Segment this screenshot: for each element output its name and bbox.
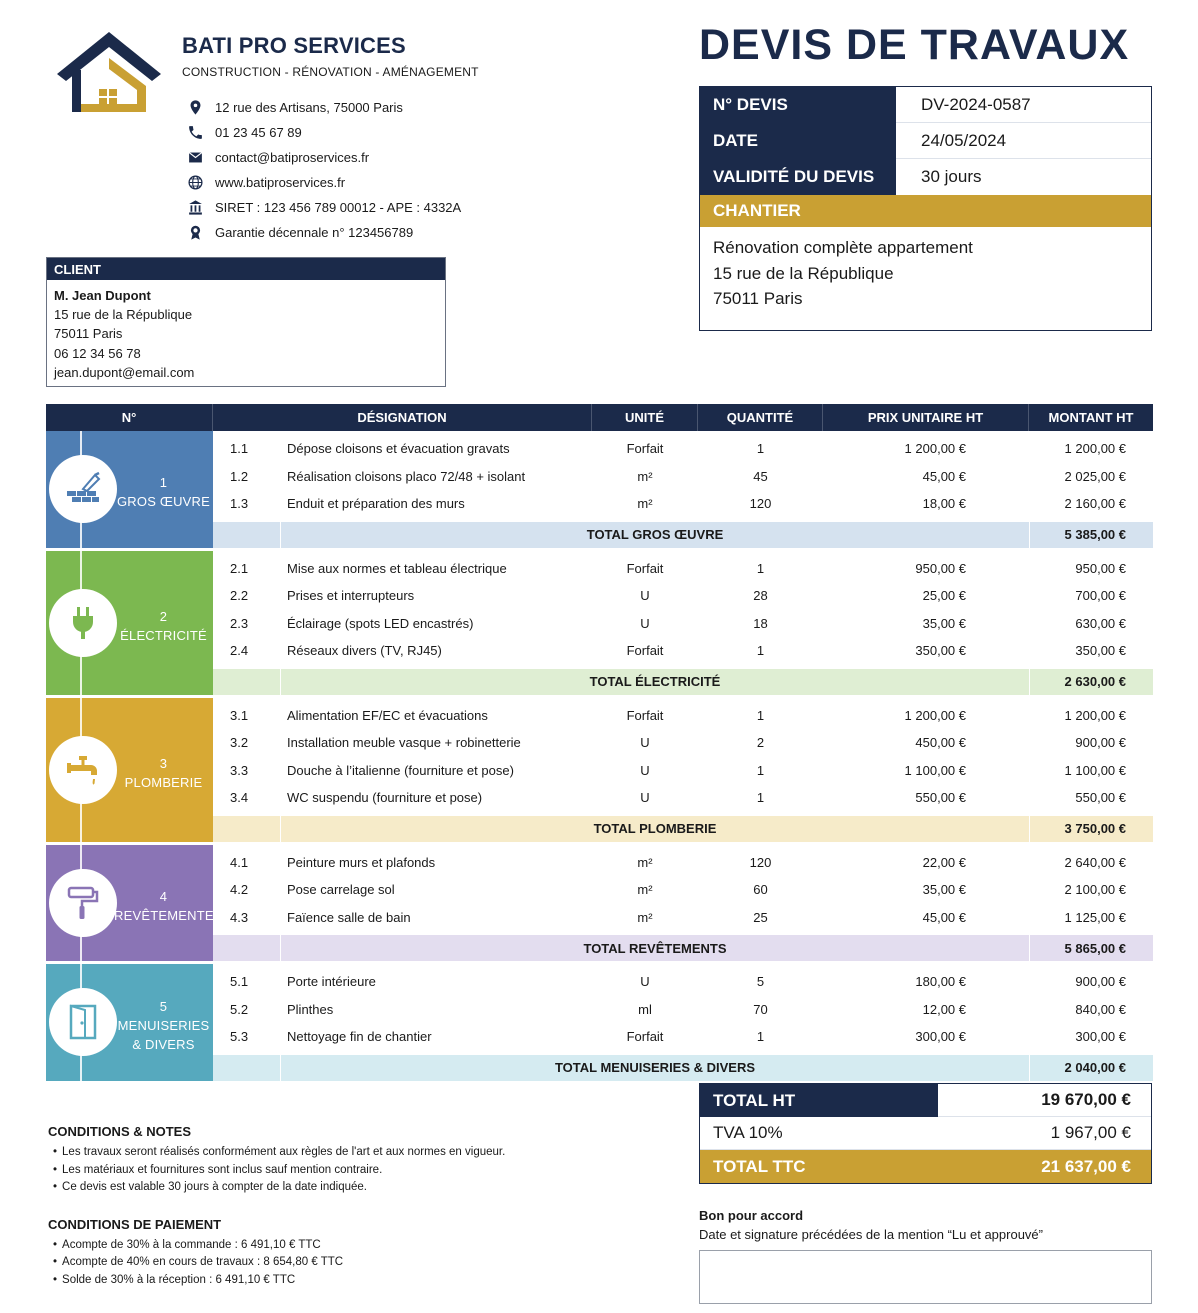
item-amount: 1 125,00 € bbox=[1064, 909, 1126, 925]
plug-icon bbox=[49, 589, 117, 657]
item-unit: m² bbox=[637, 468, 653, 484]
envelope-icon bbox=[186, 149, 204, 167]
item-amount: 300,00 € bbox=[1075, 1029, 1126, 1045]
item-description: Réseaux divers (TV, RJ45) bbox=[287, 643, 442, 659]
quote-table bbox=[46, 404, 1153, 1084]
subtotal-value: 3 750,00 € bbox=[1029, 816, 1153, 842]
section-category-cell bbox=[46, 964, 213, 1081]
chantier-details bbox=[700, 227, 1151, 330]
meta-value: 30 jours bbox=[921, 167, 982, 186]
section-subtotal-row bbox=[213, 1055, 1153, 1081]
item-description: Pose carrelage sol bbox=[287, 882, 395, 898]
item-number: 1.1 bbox=[230, 441, 249, 457]
subtotal-spacer bbox=[213, 669, 280, 695]
item-unit-price: 1 100,00 € bbox=[904, 762, 966, 778]
company-logo bbox=[55, 28, 163, 116]
item-unit-price: 1 200,00 € bbox=[904, 441, 966, 457]
section-category-cell bbox=[46, 845, 213, 962]
approval-section bbox=[699, 1208, 1152, 1242]
item-quantity: 1 bbox=[756, 790, 765, 806]
subtotal-value: 2 040,00 € bbox=[1029, 1055, 1153, 1081]
item-unit-price: 18,00 € bbox=[922, 496, 966, 512]
table-row bbox=[213, 729, 1153, 757]
item-quantity: 1 bbox=[756, 1029, 765, 1045]
contact-text: Garantie décennale n° 123456789 bbox=[215, 225, 414, 240]
client-heading: CLIENT bbox=[47, 258, 445, 280]
item-unit-price: 180,00 € bbox=[915, 974, 966, 990]
payment-item: • Acompte de 30% à la commande : 6 491,10 € TTC bbox=[53, 1237, 608, 1255]
section-title: MENUISERIES bbox=[117, 1017, 210, 1033]
subtotal-label: TOTAL REVÊTEMENTS bbox=[280, 935, 1029, 961]
item-number: 4.3 bbox=[230, 909, 249, 925]
contact-email bbox=[186, 145, 606, 170]
item-number: 2.3 bbox=[230, 615, 249, 631]
section-title: REVÊTEMENTE bbox=[114, 907, 214, 923]
chantier-line: 15 rue de la République bbox=[713, 263, 894, 283]
item-quantity: 1 bbox=[756, 643, 765, 659]
contact-website bbox=[186, 170, 606, 195]
table-row bbox=[213, 849, 1153, 877]
section-number: 3 bbox=[159, 755, 168, 771]
item-quantity: 2 bbox=[756, 735, 765, 751]
section-rows bbox=[213, 845, 1153, 962]
table-row bbox=[213, 610, 1153, 638]
item-amount: 2 160,00 € bbox=[1064, 496, 1126, 512]
item-unit-price: 35,00 € bbox=[922, 615, 966, 631]
note-item: • Les matériaux et fournitures sont inclus sauf mention contraire. bbox=[53, 1162, 608, 1180]
table-row bbox=[213, 490, 1153, 518]
total-ht-value: 19 670,00 € bbox=[938, 1084, 1151, 1117]
table-row bbox=[213, 904, 1153, 932]
subtotal-spacer bbox=[213, 522, 280, 548]
chantier-line: 75011 Paris bbox=[713, 289, 803, 308]
globe-icon bbox=[186, 174, 204, 192]
item-unit: m² bbox=[637, 909, 653, 925]
quote-meta-box bbox=[699, 86, 1152, 331]
table-row bbox=[213, 876, 1153, 904]
item-description: Enduit et préparation des murs bbox=[287, 496, 465, 512]
item-number: 3.2 bbox=[230, 735, 249, 751]
item-description: Alimentation EF/EC et évacuations bbox=[287, 707, 488, 723]
header-cell: QUANTITÉ bbox=[698, 404, 823, 431]
client-line: 06 12 34 56 78 bbox=[54, 345, 141, 361]
section-label bbox=[114, 607, 213, 645]
paint-roller-icon bbox=[49, 869, 117, 937]
item-quantity: 1 bbox=[756, 560, 765, 576]
item-amount: 840,00 € bbox=[1075, 1001, 1126, 1017]
item-amount: 1 200,00 € bbox=[1064, 441, 1126, 457]
item-unit-price: 950,00 € bbox=[915, 560, 966, 576]
item-amount: 630,00 € bbox=[1075, 615, 1126, 631]
subtotal-label: TOTAL PLOMBERIE bbox=[280, 816, 1029, 842]
item-unit: Forfait bbox=[626, 441, 664, 457]
totals-box bbox=[699, 1083, 1152, 1184]
item-unit: U bbox=[640, 735, 650, 751]
section-label bbox=[114, 887, 213, 925]
notes-title: CONDITIONS & NOTES bbox=[48, 1124, 192, 1139]
meta-date bbox=[700, 123, 1151, 159]
contact-text: www.batiproservices.fr bbox=[215, 175, 346, 190]
item-description: Installation meuble vasque + robinetterie bbox=[287, 735, 521, 751]
item-quantity: 5 bbox=[756, 974, 765, 990]
item-number: 5.3 bbox=[230, 1029, 249, 1045]
subtotal-spacer bbox=[213, 1055, 280, 1081]
item-unit: U bbox=[640, 974, 650, 990]
meta-label: VALIDITÉ DU DEVIS bbox=[700, 159, 896, 195]
item-description: WC suspendu (fourniture et pose) bbox=[287, 790, 483, 806]
section-category-cell bbox=[46, 551, 213, 695]
item-unit-price: 1 200,00 € bbox=[904, 707, 966, 723]
contact-text: SIRET : 123 456 789 00012 - APE : 4332A bbox=[215, 200, 462, 215]
payment-item: • Solde de 30% à la réception : 6 491,10 € TTC bbox=[53, 1272, 608, 1290]
faucet-icon bbox=[49, 736, 117, 804]
table-row bbox=[213, 637, 1153, 665]
item-amount: 2 100,00 € bbox=[1064, 882, 1126, 898]
section-number: 5 bbox=[159, 998, 168, 1014]
item-description: Plinthes bbox=[287, 1001, 334, 1017]
section-rows bbox=[213, 431, 1153, 548]
section-subtotal-row bbox=[213, 816, 1153, 842]
document-title: DEVIS DE TRAVAUX bbox=[699, 21, 1130, 69]
item-number: 2.1 bbox=[230, 560, 249, 576]
tva-label: TVA 10% bbox=[713, 1123, 783, 1142]
item-unit: U bbox=[640, 790, 650, 806]
item-number: 2.2 bbox=[230, 588, 249, 604]
section-title: PLOMBERIE bbox=[124, 774, 203, 790]
item-amount: 1 200,00 € bbox=[1064, 707, 1126, 723]
item-unit: Forfait bbox=[626, 643, 664, 659]
table-header bbox=[46, 404, 1153, 431]
item-unit-price: 300,00 € bbox=[915, 1029, 966, 1045]
phone-icon bbox=[186, 124, 204, 142]
item-quantity: 18 bbox=[753, 615, 768, 631]
section-title: GROS ŒUVRE bbox=[116, 494, 210, 510]
header-cell: MONTANT HT bbox=[1048, 410, 1134, 425]
contact-phone bbox=[186, 120, 606, 145]
contact-address bbox=[186, 95, 606, 120]
table-row bbox=[213, 996, 1153, 1024]
item-number: 5.2 bbox=[230, 1001, 249, 1017]
contact-guarantee bbox=[186, 220, 606, 245]
tva-row bbox=[700, 1117, 1151, 1150]
approval-instructions: Date et signature précédées de la mention “Lu et approuvé” bbox=[699, 1227, 1043, 1242]
total-ht-label: TOTAL HT bbox=[700, 1084, 938, 1117]
item-number: 3.1 bbox=[230, 707, 249, 723]
section-subtotal-row bbox=[213, 522, 1153, 548]
item-description: Douche à l’italienne (fourniture et pose) bbox=[287, 762, 514, 778]
section-subtotal-row bbox=[213, 669, 1153, 695]
meta-quote-number bbox=[700, 87, 1151, 123]
section-label bbox=[114, 754, 213, 792]
table-row bbox=[213, 784, 1153, 812]
item-amount: 1 100,00 € bbox=[1064, 762, 1126, 778]
contact-siret bbox=[186, 195, 606, 220]
item-unit: U bbox=[640, 615, 650, 631]
tva-value: 1 967,00 € bbox=[1050, 1123, 1131, 1142]
meta-label: DATE bbox=[700, 123, 896, 159]
item-description: Réalisation cloisons placo 72/48 + isolant bbox=[287, 468, 526, 484]
item-unit: m² bbox=[637, 854, 653, 870]
total-ttc-row bbox=[700, 1150, 1151, 1183]
section-title: ÉLECTRICITÉ bbox=[120, 627, 207, 643]
item-unit: Forfait bbox=[626, 1029, 664, 1045]
item-unit-price: 22,00 € bbox=[922, 854, 966, 870]
section-title: & DIVERS bbox=[132, 1036, 195, 1052]
client-line: 15 rue de la République bbox=[54, 307, 193, 323]
item-description: Éclairage (spots LED encastrés) bbox=[287, 615, 474, 631]
item-quantity: 1 bbox=[756, 707, 765, 723]
table-row bbox=[213, 555, 1153, 583]
table-row bbox=[213, 463, 1153, 491]
client-line: 75011 Paris bbox=[54, 326, 123, 342]
item-unit: m² bbox=[637, 882, 653, 898]
item-number: 2.4 bbox=[230, 643, 249, 659]
item-unit-price: 35,00 € bbox=[922, 882, 966, 898]
item-quantity: 60 bbox=[753, 882, 768, 898]
section-label bbox=[114, 473, 213, 511]
table-row bbox=[213, 757, 1153, 785]
item-unit: ml bbox=[638, 1001, 652, 1017]
item-unit-price: 12,00 € bbox=[922, 1001, 966, 1017]
header-cell: DÉSIGNATION bbox=[213, 404, 592, 431]
item-unit: Forfait bbox=[626, 707, 664, 723]
item-quantity: 45 bbox=[753, 468, 768, 484]
item-description: Dépose cloisons et évacuation gravats bbox=[287, 441, 510, 457]
meta-value: 24/05/2024 bbox=[896, 123, 1151, 159]
item-quantity: 28 bbox=[753, 588, 768, 604]
item-amount: 950,00 € bbox=[1075, 560, 1126, 576]
contact-text: contact@batiproservices.fr bbox=[215, 150, 370, 165]
item-number: 4.1 bbox=[230, 854, 249, 870]
contact-text: 12 rue des Artisans, 75000 Paris bbox=[215, 100, 403, 115]
subtotal-value: 5 865,00 € bbox=[1029, 935, 1153, 961]
item-amount: 2 025,00 € bbox=[1064, 468, 1126, 484]
location-pin-icon bbox=[186, 99, 204, 117]
table-row bbox=[213, 435, 1153, 463]
item-amount: 2 640,00 € bbox=[1064, 854, 1126, 870]
table-row bbox=[213, 1023, 1153, 1051]
approval-title: Bon pour accord bbox=[699, 1208, 804, 1223]
award-icon bbox=[186, 224, 204, 242]
item-quantity: 1 bbox=[756, 762, 765, 778]
item-number: 5.1 bbox=[230, 974, 249, 990]
section-category-cell bbox=[46, 431, 213, 548]
client-line: jean.dupont@email.com bbox=[54, 364, 195, 380]
item-unit-price: 350,00 € bbox=[915, 643, 966, 659]
header-cell: UNITÉ bbox=[592, 404, 698, 431]
building-icon bbox=[186, 199, 204, 217]
table-section bbox=[46, 964, 1153, 1084]
item-quantity: 70 bbox=[753, 1001, 768, 1017]
company-name: BATI PRO SERVICES bbox=[182, 33, 406, 58]
subtotal-label: TOTAL GROS ŒUVRE bbox=[280, 522, 1029, 548]
item-unit-price: 25,00 € bbox=[922, 588, 966, 604]
table-section bbox=[46, 551, 1153, 698]
section-rows bbox=[213, 698, 1153, 842]
item-description: Porte intérieure bbox=[287, 974, 376, 990]
item-unit-price: 45,00 € bbox=[922, 909, 966, 925]
bricks-trowel-icon bbox=[49, 455, 117, 523]
header-cell: N° bbox=[46, 404, 213, 431]
item-quantity: 1 bbox=[756, 441, 765, 457]
item-quantity: 25 bbox=[753, 909, 768, 925]
item-number: 3.4 bbox=[230, 790, 249, 806]
payment-list bbox=[53, 1237, 608, 1290]
subtotal-label: TOTAL ÉLECTRICITÉ bbox=[280, 669, 1029, 695]
client-details bbox=[47, 280, 445, 388]
chantier-line: Rénovation complète appartement bbox=[713, 238, 973, 257]
total-ttc-value: 21 637,00 € bbox=[1041, 1156, 1131, 1176]
meta-value: DV-2024-0587 bbox=[896, 87, 1151, 123]
item-number: 3.3 bbox=[230, 762, 249, 778]
section-number: 1 bbox=[159, 475, 168, 491]
chantier-heading: CHANTIER bbox=[700, 195, 1151, 227]
subtotal-spacer bbox=[213, 935, 280, 961]
item-number: 1.2 bbox=[230, 468, 249, 484]
item-quantity: 120 bbox=[749, 496, 772, 512]
table-section bbox=[46, 431, 1153, 551]
subtotal-spacer bbox=[213, 816, 280, 842]
section-number: 4 bbox=[159, 888, 168, 904]
contact-text: 01 23 45 67 89 bbox=[215, 125, 302, 140]
subtotal-value: 5 385,00 € bbox=[1029, 522, 1153, 548]
section-number: 2 bbox=[159, 608, 168, 624]
payment-title: CONDITIONS DE PAIEMENT bbox=[48, 1216, 222, 1232]
company-contacts bbox=[186, 95, 606, 245]
note-item: • Les travaux seront réalisés conformément aux règles de l'art et aux normes en vigueur. bbox=[53, 1144, 608, 1162]
table-section bbox=[46, 698, 1153, 845]
table-sections bbox=[46, 431, 1153, 1084]
subtotal-label: TOTAL MENUISERIES & DIVERS bbox=[280, 1055, 1029, 1081]
total-ht-row bbox=[700, 1084, 1151, 1117]
item-amount: 350,00 € bbox=[1075, 643, 1126, 659]
total-ttc-label: TOTAL TTC bbox=[713, 1156, 806, 1176]
signature-box[interactable] bbox=[699, 1250, 1152, 1304]
item-description: Nettoyage fin de chantier bbox=[287, 1029, 432, 1045]
company-tagline: CONSTRUCTION - RÉNOVATION - AMÉNAGEMENT bbox=[182, 65, 479, 79]
client-name: M. Jean Dupont bbox=[54, 288, 151, 303]
item-unit-price: 550,00 € bbox=[915, 790, 966, 806]
item-quantity: 120 bbox=[749, 854, 772, 870]
item-number: 1.3 bbox=[230, 496, 249, 512]
item-unit-price: 450,00 € bbox=[915, 735, 966, 751]
table-row bbox=[213, 582, 1153, 610]
section-rows bbox=[213, 551, 1153, 695]
table-row bbox=[213, 968, 1153, 996]
item-unit-price: 45,00 € bbox=[922, 468, 966, 484]
item-amount: 900,00 € bbox=[1075, 735, 1126, 751]
header-cell: PRIX UNITAIRE HT bbox=[823, 404, 1029, 431]
section-rows bbox=[213, 964, 1153, 1081]
section-subtotal-row bbox=[213, 935, 1153, 961]
meta-label: N° DEVIS bbox=[700, 87, 896, 123]
item-amount: 900,00 € bbox=[1075, 974, 1126, 990]
subtotal-value: 2 630,00 € bbox=[1029, 669, 1153, 695]
section-label bbox=[114, 997, 213, 1054]
client-box bbox=[46, 257, 446, 387]
conditions-notes bbox=[48, 1124, 608, 1289]
item-description: Faïence salle de bain bbox=[287, 909, 411, 925]
notes-list bbox=[53, 1144, 608, 1197]
item-amount: 550,00 € bbox=[1075, 790, 1126, 806]
meta-validity bbox=[700, 159, 1151, 195]
item-unit: U bbox=[640, 762, 650, 778]
item-number: 4.2 bbox=[230, 882, 249, 898]
note-item: • Ce devis est valable 30 jours à compter de la date indiquée. bbox=[53, 1179, 608, 1197]
item-unit: U bbox=[640, 588, 650, 604]
item-description: Peinture murs et plafonds bbox=[287, 854, 436, 870]
item-amount: 700,00 € bbox=[1075, 588, 1126, 604]
section-category-cell bbox=[46, 698, 213, 842]
item-description: Mise aux normes et tableau électrique bbox=[287, 560, 507, 576]
door-icon bbox=[49, 988, 117, 1056]
table-section bbox=[46, 845, 1153, 965]
item-unit: Forfait bbox=[626, 560, 664, 576]
payment-item: • Acompte de 40% en cours de travaux : 8 654,80 € TTC bbox=[53, 1254, 608, 1272]
table-row bbox=[213, 702, 1153, 730]
item-description: Prises et interrupteurs bbox=[287, 588, 415, 604]
item-unit: m² bbox=[637, 496, 653, 512]
